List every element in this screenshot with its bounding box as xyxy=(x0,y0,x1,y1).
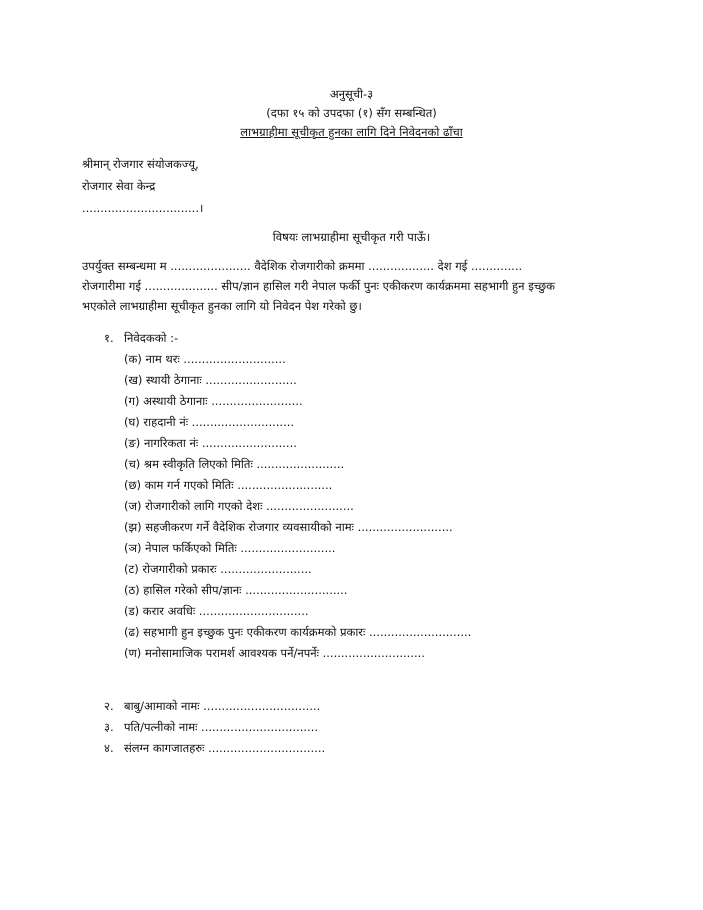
item-2-number: २. xyxy=(104,699,114,713)
form-title: लाभग्राहीमा सूचीकृत हुनका लागि दिने निवेदनको ढाँचा xyxy=(240,125,463,139)
field-temporary-address: (ग) अस्थायी ठेगानाः ......................... xyxy=(124,394,303,408)
field-attachments: संलग्न कागजातहरुः ................................ xyxy=(124,741,326,755)
field-program-type: (ढ) सहभागी हुन इच्छुक पुनः एकीकरण कार्यक्रमको प्रकारः ............................ xyxy=(124,625,472,639)
field-spouse-name: पति/पत्नीको नामः ................................ xyxy=(124,720,319,734)
field-contract-period: (ड) करार अवधिः .............................. xyxy=(124,604,309,618)
body-line-2: रोजगारीमा गई .................... सीप/ज्ञान हासिल गरी नेपाल फर्की पुनः एकीकरण कार्यक्रममा सहभागी हुन इच्छुक xyxy=(82,279,555,293)
section-1-number: १. xyxy=(104,331,114,345)
field-permanent-address: (ख) स्थायी ठेगानाः ......................... xyxy=(124,373,297,387)
item-4-number: ४. xyxy=(104,741,114,755)
field-skills-acquired: (ठ) हासिल गरेको सीप/ज्ञानः ............................ xyxy=(124,583,348,597)
schedule-label: अनुसूची-३ xyxy=(329,87,374,101)
body-line-1: उपर्युक्त सम्बन्धमा म ...................... वैदेशिक रोजगारीको क्रममा .................. देश गई .............. xyxy=(82,259,523,273)
body-line-3: भएकोले लाभग्राहीमा सूचीकृत हुनका लागि यो निवेदन पेश गरेको छु। xyxy=(82,299,362,313)
field-destination-country: (ज) रोजगारीको लागि गएको देशः ........................ xyxy=(124,499,354,513)
item-3-number: ३. xyxy=(104,720,114,734)
subject-line: विषयः लाभग्राहीमा सूचीकृत गरी पाऊँ। xyxy=(272,230,431,244)
field-employment-type: (ट) रोजगारीको प्रकारः ......................... xyxy=(124,562,312,576)
addressee-line-1: श्रीमान् रोजगार संयोजकज्यू, xyxy=(82,157,199,171)
field-counseling-needed: (ण) मनोसामाजिक परामर्श आवश्यक पर्ने/नपर्नेः ............................ xyxy=(124,646,425,660)
addressee-line-2: रोजगार सेवा केन्द्र xyxy=(82,179,156,193)
field-parent-name: बाबु/आमाको नामः ................................ xyxy=(124,699,321,713)
section-1-title: निवेदकको :- xyxy=(124,331,179,345)
field-citizenship-number: (ङ) नागरिकता नंः .......................... xyxy=(124,436,297,450)
field-labor-permit-date: (च) श्रम स्वीकृति लिएको मितिः ........................ xyxy=(124,457,345,471)
field-departure-date: (छ) काम गर्न गएको मितिः .......................... xyxy=(124,478,333,492)
field-passport-number: (घ) राहदानी नंः ............................ xyxy=(124,415,295,429)
section-reference: (दफा १५ को उपदफा (१) सँग सम्बन्धित) xyxy=(266,106,437,120)
field-return-date: (ञ) नेपाल फर्किएको मितिः .......................... xyxy=(124,541,336,555)
addressee-line-3: ................................। xyxy=(82,201,204,215)
field-name: (क) नाम थरः ............................ xyxy=(124,352,286,366)
field-agency-name: (झ) सहजीकरण गर्ने वैदेशिक रोजगार व्यवसायीको नामः .......................... xyxy=(124,520,453,534)
